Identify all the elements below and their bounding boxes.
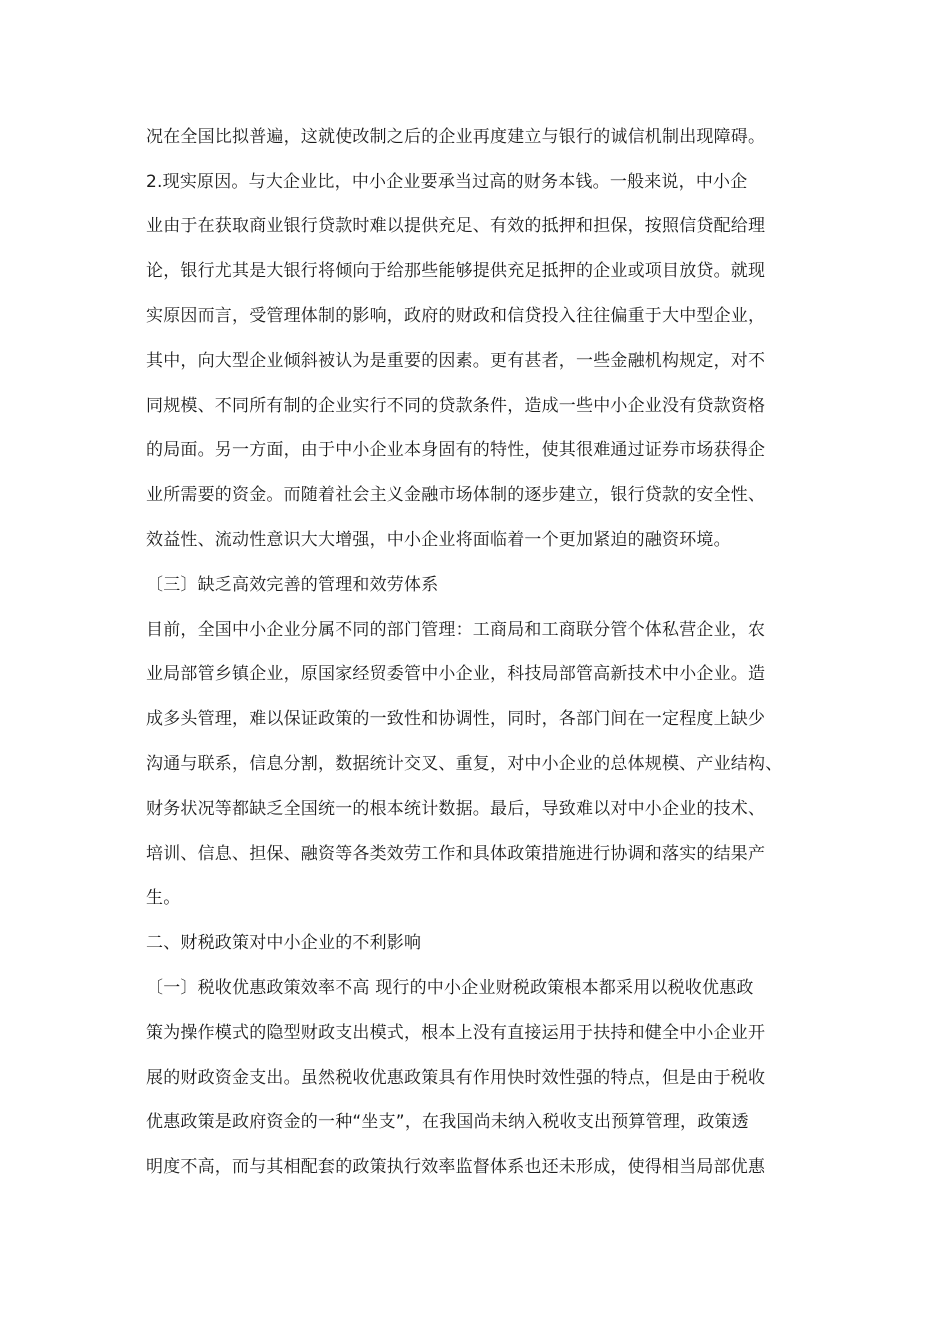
text-line: 实原因而言，受管理体制的影响，政府的财政和信贷投入往往偏重于大中型企业， [146, 306, 766, 326]
text-line: 2.现实原因。与大企业比，中小企业要承当过高的财务本钱。一般来说，中小企 [146, 172, 748, 192]
text-line: 优惠政策是政府资金的一种“坐支”，在我国尚未纳入税收支出预算管理，政策透 [146, 1112, 749, 1132]
text-line: 况在全国比拟普遍，这就使改制之后的企业再度建立与银行的诚信机制出现障碍。 [146, 127, 766, 147]
text-line: 同规模、不同所有制的企业实行不同的贷款条件，造成一些中小企业没有贷款资格 [146, 396, 766, 416]
text-line: 成多头管理，难以保证政策的一致性和协调性，同时，各部门间在一定程度上缺少 [146, 709, 766, 729]
text-line: 目前，全国中小企业分属不同的部门管理：工商局和工商联分管个体私营企业，农 [146, 620, 766, 640]
text-line: 论，银行尤其是大银行将倾向于给那些能够提供充足抵押的企业或项目放贷。就现 [146, 261, 766, 281]
text-line: 策为操作模式的隐型财政支出模式，根本上没有直接运用于扶持和健全中小企业开 [146, 1023, 766, 1043]
text-line: 效益性、流动性意识大大增强，中小企业将面临着一个更加紧迫的融资环境。 [146, 530, 731, 550]
text-line: 生。 [146, 888, 181, 908]
text-line: 展的财政资金支出。虽然税收优惠政策具有作用快时效性强的特点，但是由于税收 [146, 1068, 766, 1088]
text-line: 业由于在获取商业银行贷款时难以提供充足、有效的抵押和担保，按照信贷配给理 [146, 216, 766, 236]
text-line: 财务状况等都缺乏全国统一的根本统计数据。最后，导致难以对中小企业的技术、 [146, 799, 766, 819]
text-line: 的局面。另一方面，由于中小企业本身固有的特性，使其很难通过证券市场获得企 [146, 440, 766, 460]
text-line: 明度不高，而与其相配套的政策执行效率监督体系也还未形成，使得相当局部优惠 [146, 1157, 766, 1177]
text-line: 沟通与联系，信息分割，数据统计交叉、重复，对中小企业的总体规模、产业结构、 [146, 754, 783, 774]
section-heading: 二、财税政策对中小企业的不利影响 [146, 933, 422, 953]
text-line: 其中，向大型企业倾斜被认为是重要的因素。更有甚者，一些金融机构规定，对不 [146, 351, 766, 371]
text-line: 业所需要的资金。而随着社会主义金融市场体制的逐步建立，银行贷款的安全性、 [146, 485, 766, 505]
text-line: 业局部管乡镇企业，原国家经贸委管中小企业，科技局部管高新技术中小企业。造 [146, 664, 766, 684]
text-line: 培训、信息、担保、融资等各类效劳工作和具体政策措施进行协调和落实的结果产 [146, 844, 766, 864]
text-line: 〔一〕税收优惠政策效率不高 现行的中小企业财税政策根本都采用以税收优惠政 [146, 978, 754, 998]
section-heading: 〔三〕缺乏高效完善的管理和效劳体系 [146, 575, 439, 595]
